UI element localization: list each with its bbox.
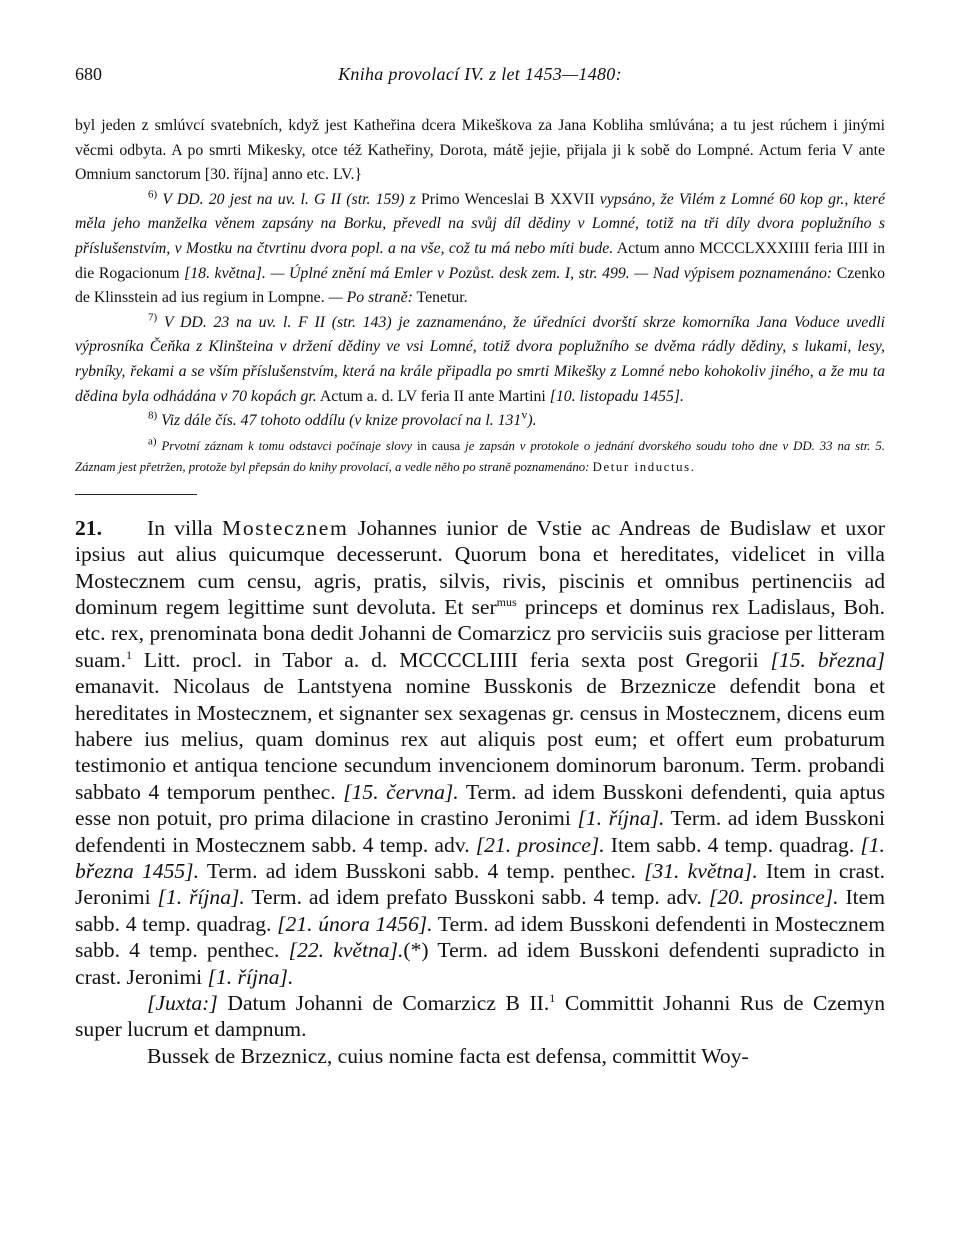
entry-number: 21.	[75, 515, 102, 540]
note-6: $^{6)}$ V DD. 20 jest na uv. l. G II (str. 159) z Primo Wenceslai B XXVII vypsáno, že Vilém z Lomné 60 kop gr., které měla jeho manželka věnem zapsány na Borku, převedl na svůj díl dědiny v Lomné, totiž na tři díly dvora poplužního s příslušenstvím, v Mostku na čtvrtinu dvora popl. a na vše, což tu má nebo míti bude. Actum anno MCCCLXXXIIII feria IIII in die Rogacionum [18. května]. — Úplné znění má Emler v Pozůst. desk zem. I, str. 499. — Nad výpisem poznamenáno: Czenko de Klinsstein ad ius regium in Lompne. — Po straně: Tenetur.	[75, 188, 886, 307]
running-title: Kniha provolací IV. z let 1453—1480:	[338, 64, 622, 84]
footnotes-block	[75, 114, 885, 478]
note-a-mark: a)	[148, 435, 157, 448]
footnote-rule	[75, 494, 197, 495]
note-continuation: byl jeden z smlúvcí svatebních, když jest Katheřina dcera Mikeškova za Jana Kobliha smlúvána; a tu jest rúchem i jinými věcmi odbyta. A po smrti Mikesky, otce též Katheřiny, Dorota, mátě jejie, přijala ji k sobě do Lompné. Actum feria V ante Omnium sanctorum [30. října] anno etc. LV.}	[75, 117, 885, 184]
note-6-mark: 6)	[148, 188, 158, 201]
entry-paragraph-3: Bussek de Brzeznicz, cuius nomine facta est defensa, committit Woy-	[147, 1043, 749, 1068]
note-7-mark: 7)	[148, 311, 158, 324]
note-8-mark: 8)	[148, 409, 158, 422]
note-a: a) Prvotní záznam k tomu odstavci počínaje slovy in causa je zapsán v protokole o jednání dvorského soudu toho dne v DD. 33 na str. 5. Záznam jest přetržen, protože byl přepsán do knihy provolací, a vedle něho po straně poznamenáno: Detur inductus.	[75, 435, 885, 474]
note-7: $^{7)}$ V DD. 23 na uv. l. F II (str. 143) je zaznamenáno, že úředníci dvorští skrze komorníka Jana Voduce uvedli výprosníka Čeňka z Klinšteina v držení dědiny ve vsi Lomné, totiž dvora poplužního se dvěma rádly dědiny, s lukami, lesy, rybníky, řekami a se vším příslušenstvím, která na krále připadla po smrti Mikešky z Lomné nebo kohokoliv jiného, a že mu ta dědina byla odhádána v 70 kopách gr. Actum a. d. LV feria II ante Martini [10. listopadu 1455].	[75, 311, 885, 405]
page	[75, 60, 885, 1069]
entry-paragraph-2: [Juxta:] Datum Johanni de Comarzicz B II.$^1$ Committit Johanni Rus de Czemyn super lucrum et dampnum.	[75, 990, 885, 1042]
note-8: $^{8)}$ Viz dále čís. 47 tohoto oddílu (v knize provolací na l. 131$^v$).	[148, 407, 537, 430]
page-header	[75, 60, 885, 90]
page-number: 680	[75, 64, 102, 84]
entry-21	[75, 515, 885, 1070]
entry-paragraph-1: 21. In villa Mostecznem Johannes iunior de Vstie ac Andreas de Budislaw et uxor ipsius aut alius quicumque decesserunt. Quorum bona et hereditates, videlicet in villa Mostecznem cum censu, agris, pratis, silvis, rivis, piscinis et omnibus pertinenciis ad dominum regem legittime sunt devoluta. Et ser$^{mus}$ princeps et dominus rex Ladislaus, Boh. etc. rex, prenominata bona dedit Johanni de Comarzicz pro serviciis suis graciose per litteram suam.$^1$ Litt. procl. in Tabor a. d. MCCCCLIIII feria sexta post Gregorii [15. března] emanavit. Nicolaus de Lantstyena nomine Busskonis de Brzeznicze defendit bona et hereditates in Mostecznem, et signanter sex sexagenas gr. census in Mostecznem, dicens eum habere ius melius, quam dominus rex aut aliquis post eum; et offert eum probaturum testimonio et antiqua tencione secundum invencionem dominorum baronum. Term. probandi sabbato 4 temporum penthec. [15. června]. Term. ad idem Busskoni defendenti, quia aptus esse non potuit, pro prima dilacione in crastino Jeronimi [1. října]. Term. ad idem Busskoni defendenti in Mostecznem sabb. 4 temp. adv. [21. prosince]. Item sabb. 4 temp. quadrag. [1. března 1455]. Term. ad idem Busskoni sabb. 4 temp. penthec. [31. května]. Item in crast. Jeronimi [1. října]. Term. ad idem prefato Busskoni sabb. 4 temp. adv. [20. prosince]. Item sabb. 4 temp. quadrag. [21. února 1456]. Term. ad idem Busskoni defendenti in Mostecznem sabb. 4 temp. penthec. [22. května].(*) Term. ad idem Busskoni defendenti supradicto in crast. Jeronimi [1. října].	[75, 515, 886, 989]
